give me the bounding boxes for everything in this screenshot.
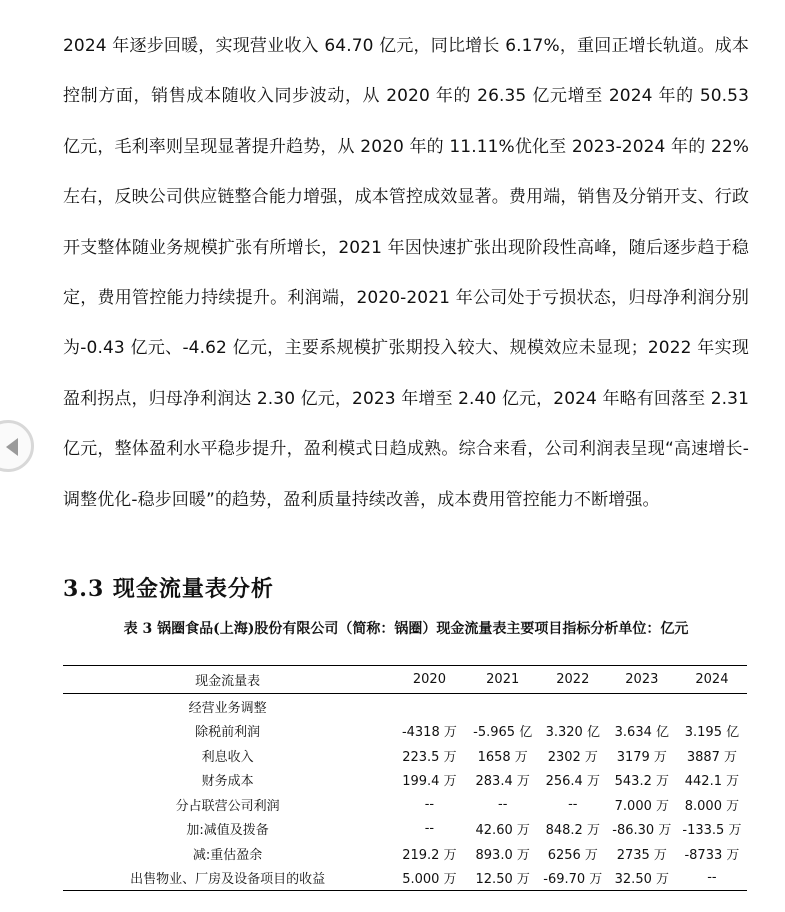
table-cell: -69.70 万 bbox=[543, 872, 603, 888]
table-cell: 893.0 万 bbox=[475, 847, 530, 863]
section-heading: 3.3 现金流量表分析 bbox=[63, 576, 274, 602]
table-caption: 表 3 锅圈食品(上海)股份有限公司（简称：锅圈）现金流量表主要项目指标分析单位：亿元 bbox=[123, 621, 689, 637]
row-label: 经营业务调整 bbox=[188, 700, 267, 716]
table-cell bbox=[677, 694, 747, 719]
table-cell: -- bbox=[568, 796, 578, 812]
cash-flow-table bbox=[63, 665, 747, 891]
table-cell: 2735 万 bbox=[616, 847, 667, 863]
previous-page-button[interactable] bbox=[0, 420, 34, 472]
table-row bbox=[63, 841, 747, 866]
table-row bbox=[63, 768, 747, 793]
table-row bbox=[63, 792, 747, 817]
table-cell: 12.50 万 bbox=[475, 872, 530, 888]
table-cell: 3887 万 bbox=[686, 749, 738, 765]
table-header-row bbox=[63, 666, 747, 694]
column-header: 现金流量表 bbox=[195, 674, 261, 689]
table-cell: 256.4 万 bbox=[545, 774, 600, 790]
table-row bbox=[63, 694, 747, 719]
table-cell: -- bbox=[424, 821, 435, 837]
table-cell: 6256 万 bbox=[547, 847, 598, 863]
table-cell: -- bbox=[498, 796, 508, 812]
table-cell: 848.2 万 bbox=[545, 823, 600, 839]
body-paragraph: 2024 年逐步回暖，实现营业收入 64.70 亿元，同比增长 6.17%，重回正增长轨道。成本控制方面，销售成本随收入同步波动，从 2020 年的 26.35 亿元增至 2024 年的 50.53 亿元，毛利率则呈现显著提升趋势，从 2020 年的 11.11%优化至 2023-2024 年的 22%左右，反映公司供应链整合能力增强，成本管控成效显著。费用端，销售及分销开支、行政开支整体随业务规模扩张有所增长，2021 年因快速扩张出现阶段性高峰，随后逐步趋于稳定，费用管控能力持续提升。利润端，2020-2021 年公司处于亏损状态，归母净利润分别为-0.43 亿元、-4.62 亿元，主要系规模扩张期投入较大、规模效应未显现；2022 年实现盈利拐点，归母净利润达 2.30 亿元，2023 年增至 2.40 亿元，2024 年略有回落至 2.31 亿元，整体盈利水平稳步提升，盈利模式日趋成熟。综合来看，公司利润表呈现“高速增长-调整优化-稳步回暖”的趋势，盈利质量持续改善，成本费用管控能力不断增强。 bbox=[63, 36, 749, 510]
table-cell: 199.4 万 bbox=[402, 774, 457, 790]
table-cell: 223.5 万 bbox=[402, 749, 457, 765]
table-cell: 7.000 万 bbox=[614, 798, 669, 814]
table-cell: 32.50 万 bbox=[614, 872, 669, 888]
chevron-left-icon bbox=[5, 437, 19, 457]
table-cell bbox=[539, 694, 607, 719]
row-label: 减:重估盈余 bbox=[192, 847, 263, 863]
row-label: 出售物业、厂房及设备项目的收益 bbox=[130, 872, 326, 888]
table-cell bbox=[392, 694, 466, 719]
table-cell: -133.5 万 bbox=[682, 823, 742, 839]
table-cell: 1658 万 bbox=[477, 749, 528, 765]
column-header: 2022 bbox=[556, 672, 590, 687]
table-cell: 283.4 万 bbox=[475, 774, 530, 790]
table-cell: -- bbox=[424, 796, 435, 812]
row-label: 除税前利润 bbox=[195, 725, 261, 741]
row-label: 财务成本 bbox=[201, 774, 254, 790]
table-cell: 3.195 亿 bbox=[684, 725, 740, 741]
table-row bbox=[63, 817, 747, 842]
column-header: 2020 bbox=[412, 672, 446, 687]
table-cell: 219.2 万 bbox=[402, 847, 457, 863]
table-cell: -8733 万 bbox=[684, 847, 740, 863]
table-row bbox=[63, 866, 747, 891]
table-cell: 5.000 万 bbox=[402, 872, 457, 888]
row-label: 加:减值及拨备 bbox=[186, 823, 269, 839]
table-cell: 543.2 万 bbox=[614, 774, 669, 790]
table-cell bbox=[607, 694, 677, 719]
table-cell: 42.60 万 bbox=[475, 823, 530, 839]
table-cell: -- bbox=[707, 870, 717, 886]
table-cell: 442.1 万 bbox=[684, 774, 740, 790]
table-cell: -86.30 万 bbox=[612, 823, 672, 839]
table-cell: -5.965 亿 bbox=[473, 725, 533, 741]
row-label: 分占联营公司利润 bbox=[175, 798, 280, 814]
table-cell: 3.320 亿 bbox=[545, 725, 600, 741]
row-label: 利息收入 bbox=[201, 749, 254, 765]
column-header: 2021 bbox=[486, 672, 520, 687]
table-row bbox=[63, 719, 747, 744]
table-cell: -4318 万 bbox=[401, 725, 457, 741]
column-header: 2023 bbox=[625, 672, 659, 687]
table-cell: 2302 万 bbox=[547, 749, 598, 765]
table-cell bbox=[467, 694, 539, 719]
table-cell: 8.000 万 bbox=[684, 798, 740, 814]
table-row bbox=[63, 743, 747, 768]
column-header: 2024 bbox=[695, 672, 729, 687]
table-cell: 3.634 亿 bbox=[614, 725, 669, 741]
table-cell: 3179 万 bbox=[616, 749, 667, 765]
